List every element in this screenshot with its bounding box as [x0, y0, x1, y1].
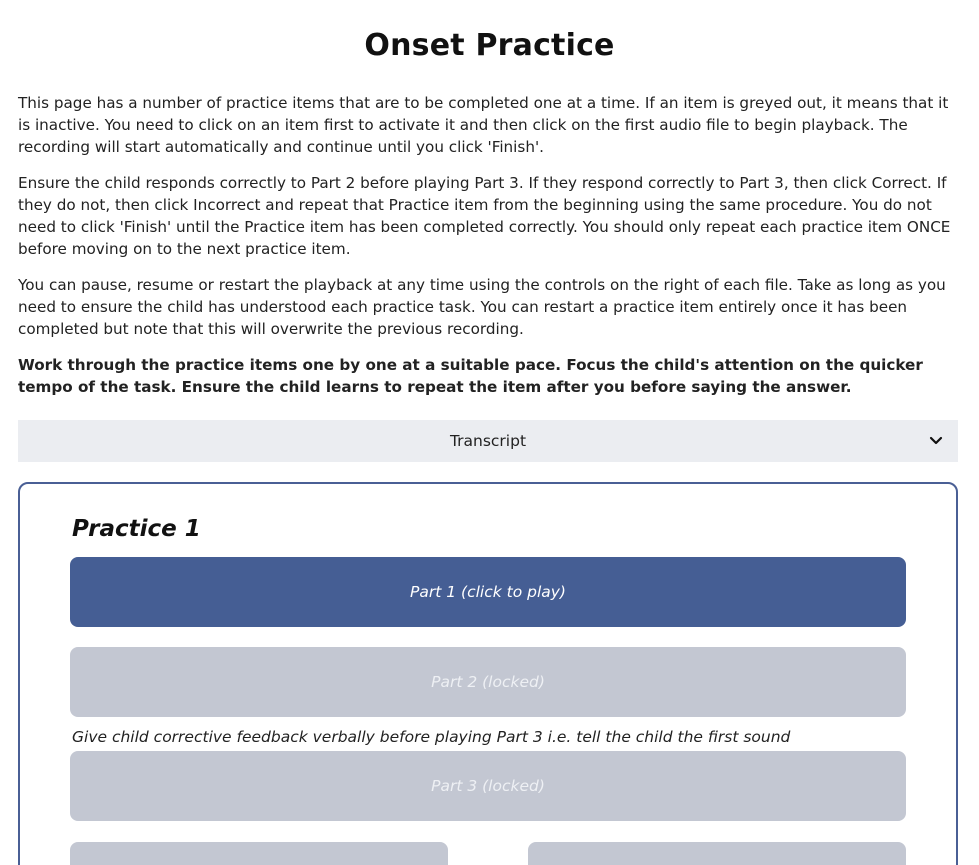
part-3-label: Part 3 (locked)	[431, 777, 545, 795]
transcript-label: Transcript	[449, 432, 527, 450]
part-2-label: Part 2 (locked)	[431, 673, 545, 691]
corrective-feedback-note: Give child corrective feedback verbally before playing Part 3 i.e. tell the child the first sound	[72, 728, 791, 746]
instructions-paragraph-1: This page has a number of practice items that are to be completed one at a time. If an item is greyed out, it means that it is inactive. You need to click on an item first to activate it and then click on the first audio file to begin playback. The recording will start automatically and continue until you click 'Finish'.	[18, 94, 949, 156]
instructions-paragraph-2: Ensure the child responds correctly to Part 2 before playing Part 3. If they respond correctly to Part 3, then click Correct. If they do not, then click Incorrect and repeat that Practice item from the beginning using the same procedure. You do not need to click 'Finish' until the Practice item has been completed correctly. You should only repeat each practice item ONCE before moving on to the next practice item.	[18, 174, 951, 258]
part-2-button	[70, 647, 906, 717]
practice-panel	[18, 482, 958, 865]
part-1-label: Part 1 (click to play)	[410, 583, 566, 601]
incorrect-button	[528, 842, 906, 865]
transcript-toggle[interactable]	[18, 420, 958, 462]
chevron-down-icon	[928, 432, 944, 448]
instructions-paragraph-bold: Work through the practice items one by one at a suitable pace. Focus the child's attention on the quicker tempo of the task. Ensure the child learns to repeat the item after you before saying the answer.	[18, 356, 923, 396]
practice-title: Practice 1	[72, 516, 201, 542]
part-3-button	[70, 751, 906, 821]
instructions	[18, 92, 958, 398]
correct-button	[70, 842, 448, 865]
page-title: Onset Practice	[364, 28, 615, 63]
part-1-play-button[interactable]	[70, 557, 906, 627]
instructions-paragraph-3: You can pause, resume or restart the playback at any time using the controls on the right of each file. Take as long as you need to ensure the child has understood each practice task. You can restart a practice item entirely once it has been completed but note that this will overwrite the previous recording.	[18, 276, 946, 338]
